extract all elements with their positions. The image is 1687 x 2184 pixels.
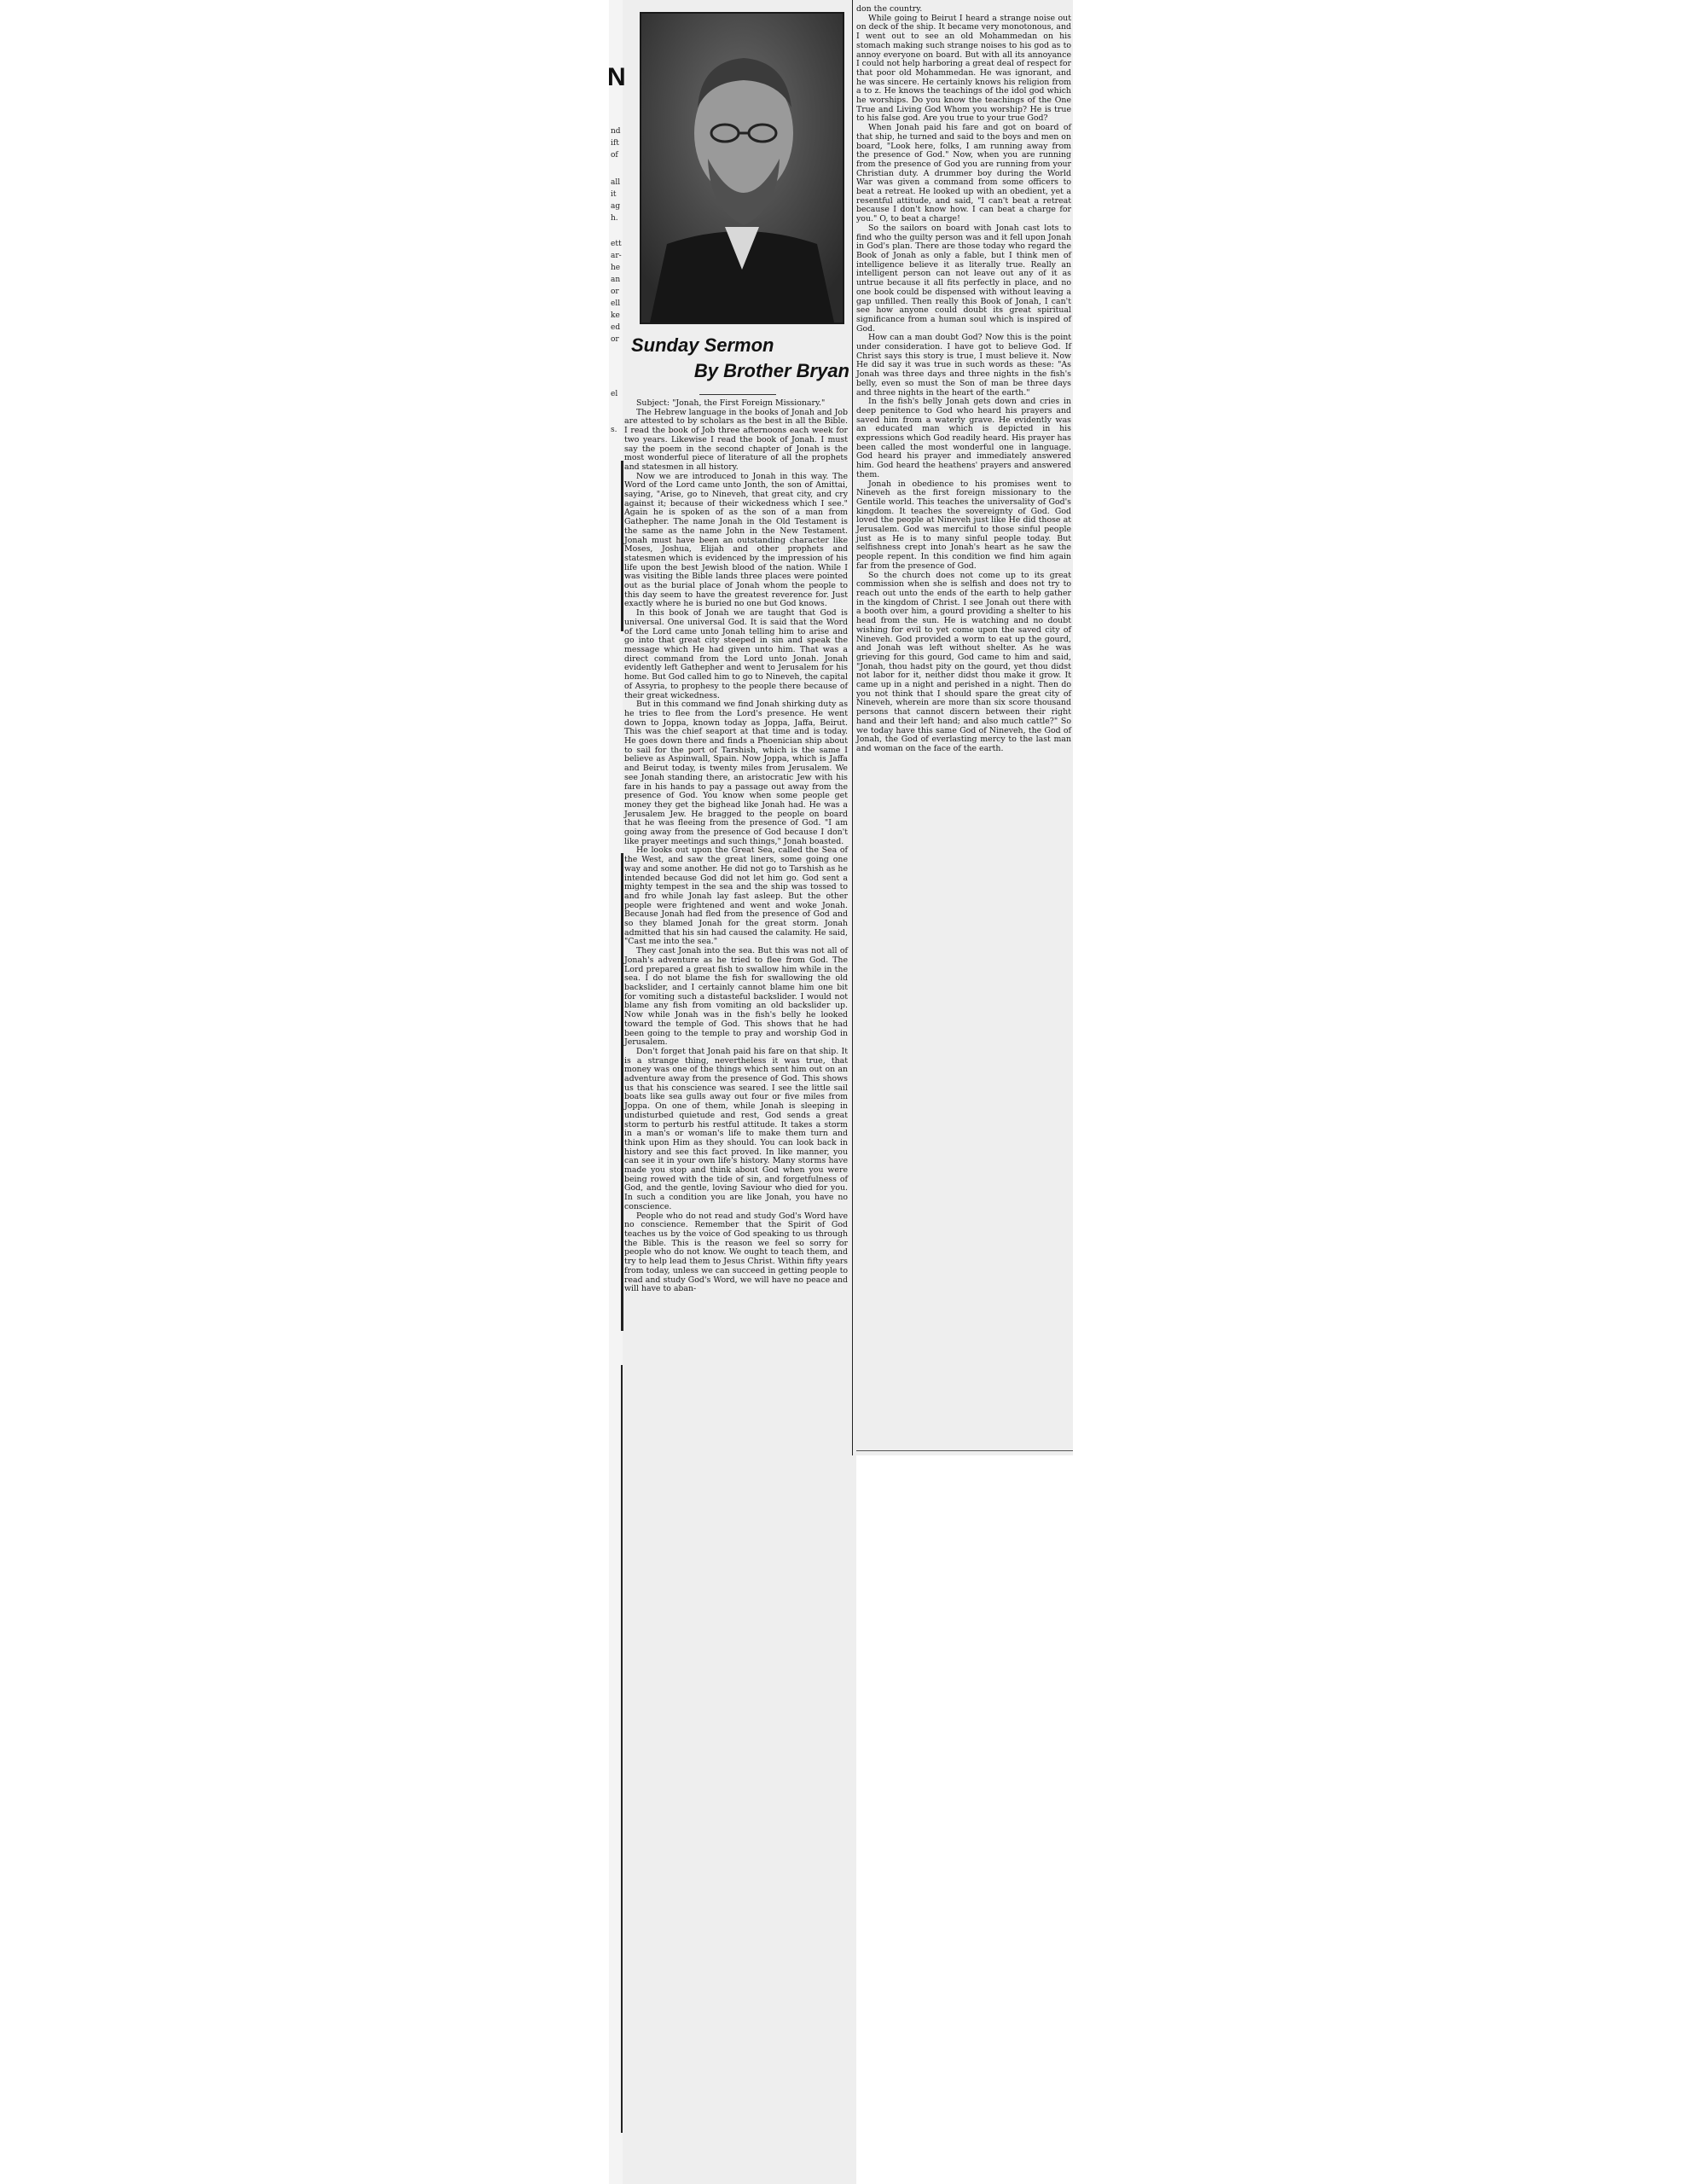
paragraph: Don't forget that Jonah paid his fare on that ship. It is a strange thing, nevertheless it was true, that money was one of the things which sent him out on an adventure away from the presence of God. This shows us that his conscience was seared. I see the little sail boats like sea gulls away out four or five miles from Joppa. On one of them, while Jonah is sleeping in undisturbed quietude and rest, God sends a great storm to perturb his restful attitude. It takes a storm in a man's or woman's life to make them turn and think upon Him as they should. You can look back in history and see this fact proved. In like manner, you can see it in your own life's history. Many storms have made you stop and think about God when you were being rowed with the tide of sin, and forgetfulness of God, and the gentle, loving Saviour who died for you. In such a condition you are like Jonah, you have no conscience. [624, 1046, 848, 1211]
portrait-image [641, 14, 843, 322]
article-column-2 [856, 5, 1071, 1455]
paragraph: People who do not read and study God's Word have no conscience. Remember that the Spirit of God teaches us by the voice of God speaking to us through the Bible. This is the reason we feel so sorry for people who do not know. We ought to teach them, and try to help lead them to Jesus Christ. Within fifty years from today, unless we can succeed in getting people to read and study God's Word, we will have no peace and will have to aban- [624, 1211, 848, 1294]
adjacent-headline-fragment: N [607, 63, 626, 91]
paragraph: How can a man doubt God? Now this is the point under consideration. I have got to believe God. If Christ says this story is true, I must believe it. Now He did say it was true in such words as these: "As Jonah was three days and three nights in the fish's belly, even so must the Son of man be three days and three nights in the heart of the earth." [856, 333, 1071, 398]
edge-fragment: it [611, 190, 617, 199]
column-rule [852, 0, 853, 1455]
edge-fragment: he [611, 264, 621, 272]
column-end-rule [856, 1450, 1073, 1451]
paragraph: The Hebrew language in the books of Jonah and Job are attested to by scholars as the best in all the Bible. I read the book of Job three afternoons each week for two years. Likewise I read the book of Jonah. I must say the poem in the second chapter of Jonah is the most wonderful piece of literature of all the prophets and statesmen in all history. [624, 407, 848, 472]
edge-fragment: ke [611, 311, 620, 320]
paragraph: While going to Beirut I heard a strange noise out on deck of the ship. It became very monotonous, and I went out to see an old Mohammedan on his stomach making such strange noises to his god as to annoy everyone on board. But with all its annoyance I could not help harboring a great deal of respect for that poor old Mohammedan. He was ignorant, and he was sincere. He certainly knows his religion from a to z. He knows the teachings of the idol god which he worships. Do you know the teachings of the One True and Living God Whom you worship? He is true to his false god. Are you true to your true God? [856, 13, 1071, 124]
paragraph: Subject: "Jonah, the First Foreign Missionary." [636, 398, 826, 408]
edge-fragment: ell [611, 299, 621, 308]
edge-fragment: ag [611, 202, 621, 211]
column-rule [621, 461, 623, 631]
headline-divider [699, 394, 776, 395]
paragraph: But in this command we find Jonah shirking duty as he tries to flee from the Lord's presence. He went down to Joppa, known today as Joppa, Jaffa, Beirut. This was the chief seaport at that time and is today. He goes down there and finds a Phoenician ship about to sail for the port of Tarshish, which is the same I believe as Aspinwall, Spain. Now Joppa, which is Jaffa and Beirut today, is twenty miles from Jerusalem. We see Jonah standing there, an aristocratic Jew with his fare in his hands to pay a passage out away from the presence of God. You know when some people get money they get the bighead like Jonah had. He was a Jerusalem Jew. He bragged to the people on board that he was fleeing from the presence of God. "I am going away from the presence of God because I don't like prayer meetings and such things," Jonah boasted. [624, 700, 848, 846]
edge-fragment: ett [611, 240, 622, 248]
paragraph: So the church does not come up to its great commission when she is selfish and does not try to reach out unto the ends of the earth to help gather in the kingdom of Christ. I see Jonah out there with a booth over him, a gourd providing a shelter to his head from the sun. He is watching and no doubt wishing for evil to yet come upon the saved city of Nineveh. God provided a worm to eat up the gourd, and Jonah was left without shelter. As he was grieving for this gourd, God came to him and said, "Jonah, thou hadst pity on the gourd, yet thou didst not labor for it, neither didst thou make it grow. It came up in a night and perished in a night. Then do you not think that I should spare the great city of Nineveh, wherein are more than six score thousand persons that cannot discern between their right hand and their left hand; and also much cattle?" So we today have this same God of Nineveh, the God of Jonah, the God of everlasting mercy to the last man and woman on the face of the earth. [856, 570, 1071, 753]
edge-fragment: el [611, 390, 618, 398]
edge-fragment: of [611, 151, 618, 160]
edge-fragment: ed [611, 323, 621, 332]
edge-fragment: an [611, 276, 621, 284]
column-rule [621, 853, 623, 1331]
edge-fragment: s. [611, 426, 617, 434]
edge-fragment: or [611, 335, 619, 344]
edge-fragment: all [611, 178, 621, 187]
paragraph: They cast Jonah into the sea. But this was not all of Jonah's adventure as he tried to flee from God. The Lord prepared a great fish to swallow him while in the sea. I do not blame the fish for swallowing the old backslider, and I certainly cannot blame him one bit for vomiting such a distasteful backslider. I would not blame any fish from vomiting an old backslider up. Now while Jonah was in the fish's belly he looked toward the temple of God. This shows that he had been going to the temple to pray and worship God in Jerusalem. [624, 946, 848, 1048]
headline-line-2: By Brother Bryan [693, 360, 849, 381]
paragraph: He looks out upon the Great Sea, called the Sea of the West, and saw the great liners, some going one way and some another. He did not go to Tarshish as he intended because God did not let him go. God sent a mighty tempest in the sea and the ship was tossed to and fro while Jonah lay fast asleep. But the other people were frightened and went and woke Jonah. Because Jonah had fled from the presence of God and so they blamed Jonah for the great storm. Jonah admitted that his sin had caused the calamity. He said, "Cast me into the sea." [624, 845, 848, 947]
paragraph: don the country. [856, 4, 923, 14]
portrait-photo [640, 12, 844, 324]
headline [628, 334, 849, 391]
column-rule [621, 1365, 623, 2133]
paragraph: Jonah in obedience to his promises went to Nineveh as the first foreign missionary to the Gentile world. This teaches the universality of God's kingdom. It teaches the sovereignty of God. God loved the people at Nineveh just like He did those at Jerusalem. God was merciful to those sinful people just as He is to many sinful people today. But selfishness crept into Jonah's heart as he saw the people repent. In this condition we find him again far from the presence of God. [856, 479, 1071, 571]
edge-fragment: h. [611, 214, 618, 223]
edge-fragment: or [611, 288, 619, 296]
headline-line-1: Sunday Sermon [631, 334, 774, 356]
paragraph: Now we are introduced to Jonah in this way. The Word of the Lord came unto Jonth, the son of Amittai, saying, "Arise, go to Nineveh, that great city, and cry against it; because of their wickedness which I see." Again he is spoken of as the son of a man from Gathepher. The name Jonah in the Old Testament is the same as the name John in the New Testament. Jonah must have been an outstanding character like Moses, Joshua, Elijah and other prophets and statesmen which is evidenced by the impression of his life upon the best Jewish blood of the nation. While I was visiting the Bible lands three places were pointed out as the burial place of Jonah whom the people to this day seem to have the greatest reverence for. Just exactly where he is buried no one but God knows. [624, 471, 848, 609]
paragraph: In this book of Jonah we are taught that God is universal. One universal God. It is said that the Word of the Lord came unto Jonah telling him to arise and go into that great city steeped in sin and speak the message which He had given unto him. That was a direct command from the Lord unto Jonah. Jonah evidently left Gathepher and went to Jerusalem for his home. But God called him to go to Nineveh, the capital of Assyria, to prophesy to the people there because of their great wickedness. [624, 608, 848, 700]
edge-fragment: ift [611, 139, 619, 148]
article-column-1 [624, 399, 848, 2182]
paragraph: When Jonah paid his fare and got on board of that ship, he turned and said to the boys and men on board, "Look here, folks, I am running away from the presence of God." Now, when you are running from the presence of God you are running from your Christian duty. A drummer boy during the World War was given a command from some officers to beat a retreat. He looked up with an obedient, yet a resentful attitude, and said, "I can't beat a retreat because I don't know how. I can beat a charge for you." O, to beat a charge! [856, 123, 1071, 224]
edge-fragment: nd [611, 127, 621, 136]
paragraph: So the sailors on board with Jonah cast lots to find who the guilty person was and it fell upon Jonah in God's plan. There are those today who regard the Book of Jonah as only a fable, but I think men of intelligence believe it as literally true. Really an intelligent person can not leave out any of it as untrue because it all fits perfectly in place, and no one book could be dispensed with without leaving a gap unfilled. Then really this Book of Jonah, I can't see how anyone could doubt its great spiritual significance from a human soul which is inspired of God. [856, 223, 1071, 334]
paragraph: In the fish's belly Jonah gets down and cries in deep penitence to God who heard his prayers and saved him from a waterly grave. He evidently was an educated man which is depicted in his expressions which God readily heard. His prayer has been called the most wonderful one in language. God heard his prayer and immediately answered him. God heard the heathens' prayers and answered them. [856, 397, 1071, 479]
edge-fragment: ar- [611, 252, 622, 260]
